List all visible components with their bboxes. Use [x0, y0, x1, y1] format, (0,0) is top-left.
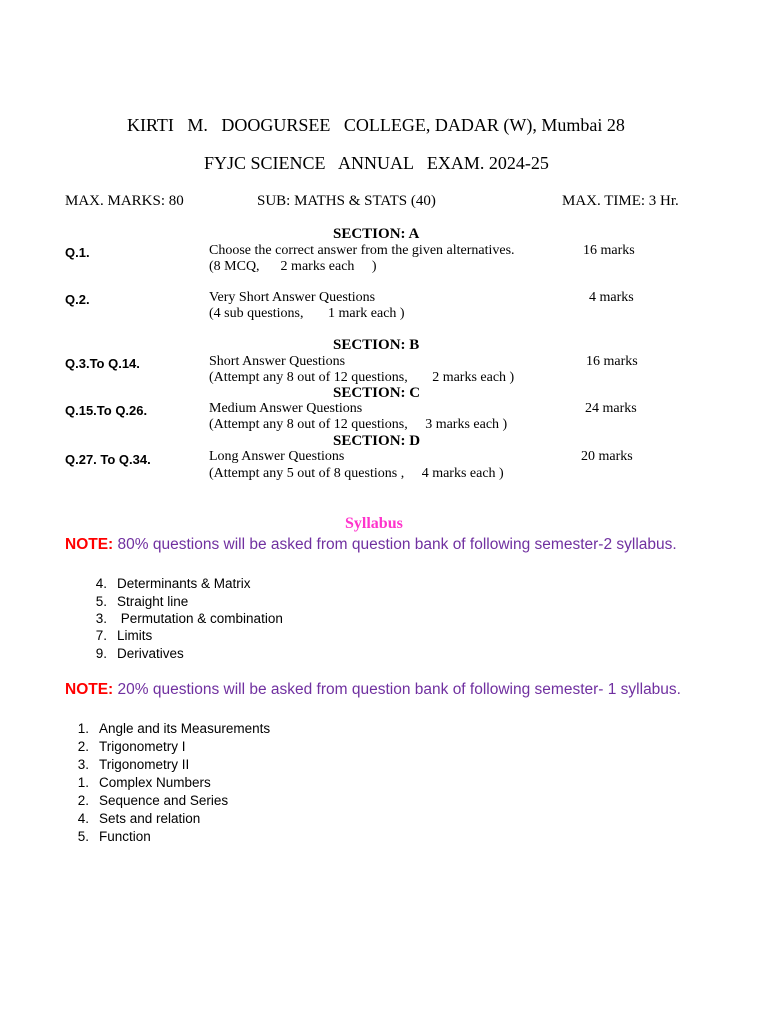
question-label: Q.15.To Q.26.	[65, 403, 148, 418]
max-time: MAX. TIME: 3 Hr.	[562, 193, 679, 209]
question-details: (8 MCQ, 2 marks each )	[209, 259, 377, 274]
syllabus-title: Syllabus	[345, 515, 403, 532]
question-label: Q.27. To Q.34.	[65, 452, 151, 467]
question-details: (Attempt any 8 out of 12 questions, 3 marks each )	[209, 417, 508, 432]
list-item: 2. Trigonometry I	[77, 739, 186, 754]
question-details: (Attempt any 8 out of 12 questions, 2 marks each )	[209, 370, 515, 385]
college-title: KIRTI M. DOOGURSEE COLLEGE, DADAR (W), Mumbai 28	[127, 115, 625, 135]
list-item: 2. Sequence and Series	[77, 793, 229, 808]
question-marks: 24 marks	[585, 401, 637, 416]
question-description: Choose the correct answer from the given alternatives.	[209, 243, 515, 258]
section-c-title: SECTION: C	[333, 385, 421, 401]
question-marks: 4 marks	[589, 290, 634, 305]
question-description: Long Answer Questions	[209, 449, 345, 464]
section-d-title: SECTION: D	[333, 433, 421, 449]
max-marks: MAX. MARKS: 80	[65, 193, 184, 209]
subject: SUB: MATHS & STATS (40)	[257, 193, 436, 209]
note-text: 80% questions will be asked from question bank of following semester-2 syllabus.	[113, 536, 677, 553]
question-description: Very Short Answer Questions	[209, 290, 376, 305]
question-label: Q.1.	[65, 245, 90, 260]
question-marks: 16 marks	[586, 354, 638, 369]
list-item: 7. Limits	[95, 628, 153, 643]
question-description: Medium Answer Questions	[209, 401, 363, 416]
note-text: 20% questions will be asked from question bank of following semester- 1 syllabus.	[113, 681, 681, 698]
note-semester-2	[65, 534, 705, 555]
question-description: Short Answer Questions	[209, 354, 346, 369]
list-item: 5. Function	[77, 829, 151, 844]
section-a-title: SECTION: A	[333, 226, 420, 242]
section-b-title: SECTION: B	[333, 337, 420, 353]
note-label: NOTE:	[65, 536, 114, 553]
list-item: 1. Complex Numbers	[77, 775, 211, 790]
question-details: (4 sub questions, 1 mark each )	[209, 306, 405, 321]
semester-1-topics	[65, 720, 270, 846]
list-item: 4. Sets and relation	[77, 811, 201, 826]
note-label: NOTE:	[65, 681, 114, 698]
question-marks: 16 marks	[583, 243, 635, 258]
list-item: 9. Derivatives	[95, 646, 184, 661]
question-label: Q.3.To Q.14.	[65, 356, 140, 371]
note-semester-1	[65, 679, 685, 700]
list-item: 5. Straight line	[95, 594, 189, 609]
list-item: 3. Permutation & combination	[95, 611, 283, 626]
list-item: 4. Determinants & Matrix	[95, 576, 251, 591]
list-item: 3. Trigonometry II	[77, 757, 190, 772]
list-item: 1. Angle and its Measurements	[77, 721, 271, 736]
question-marks: 20 marks	[581, 449, 633, 464]
question-label: Q.2.	[65, 292, 90, 307]
semester-2-topics	[83, 575, 283, 663]
exam-title: FYJC SCIENCE ANNUAL EXAM. 2024-25	[204, 153, 549, 173]
question-details: (Attempt any 5 out of 8 questions , 4 marks each )	[209, 466, 504, 481]
